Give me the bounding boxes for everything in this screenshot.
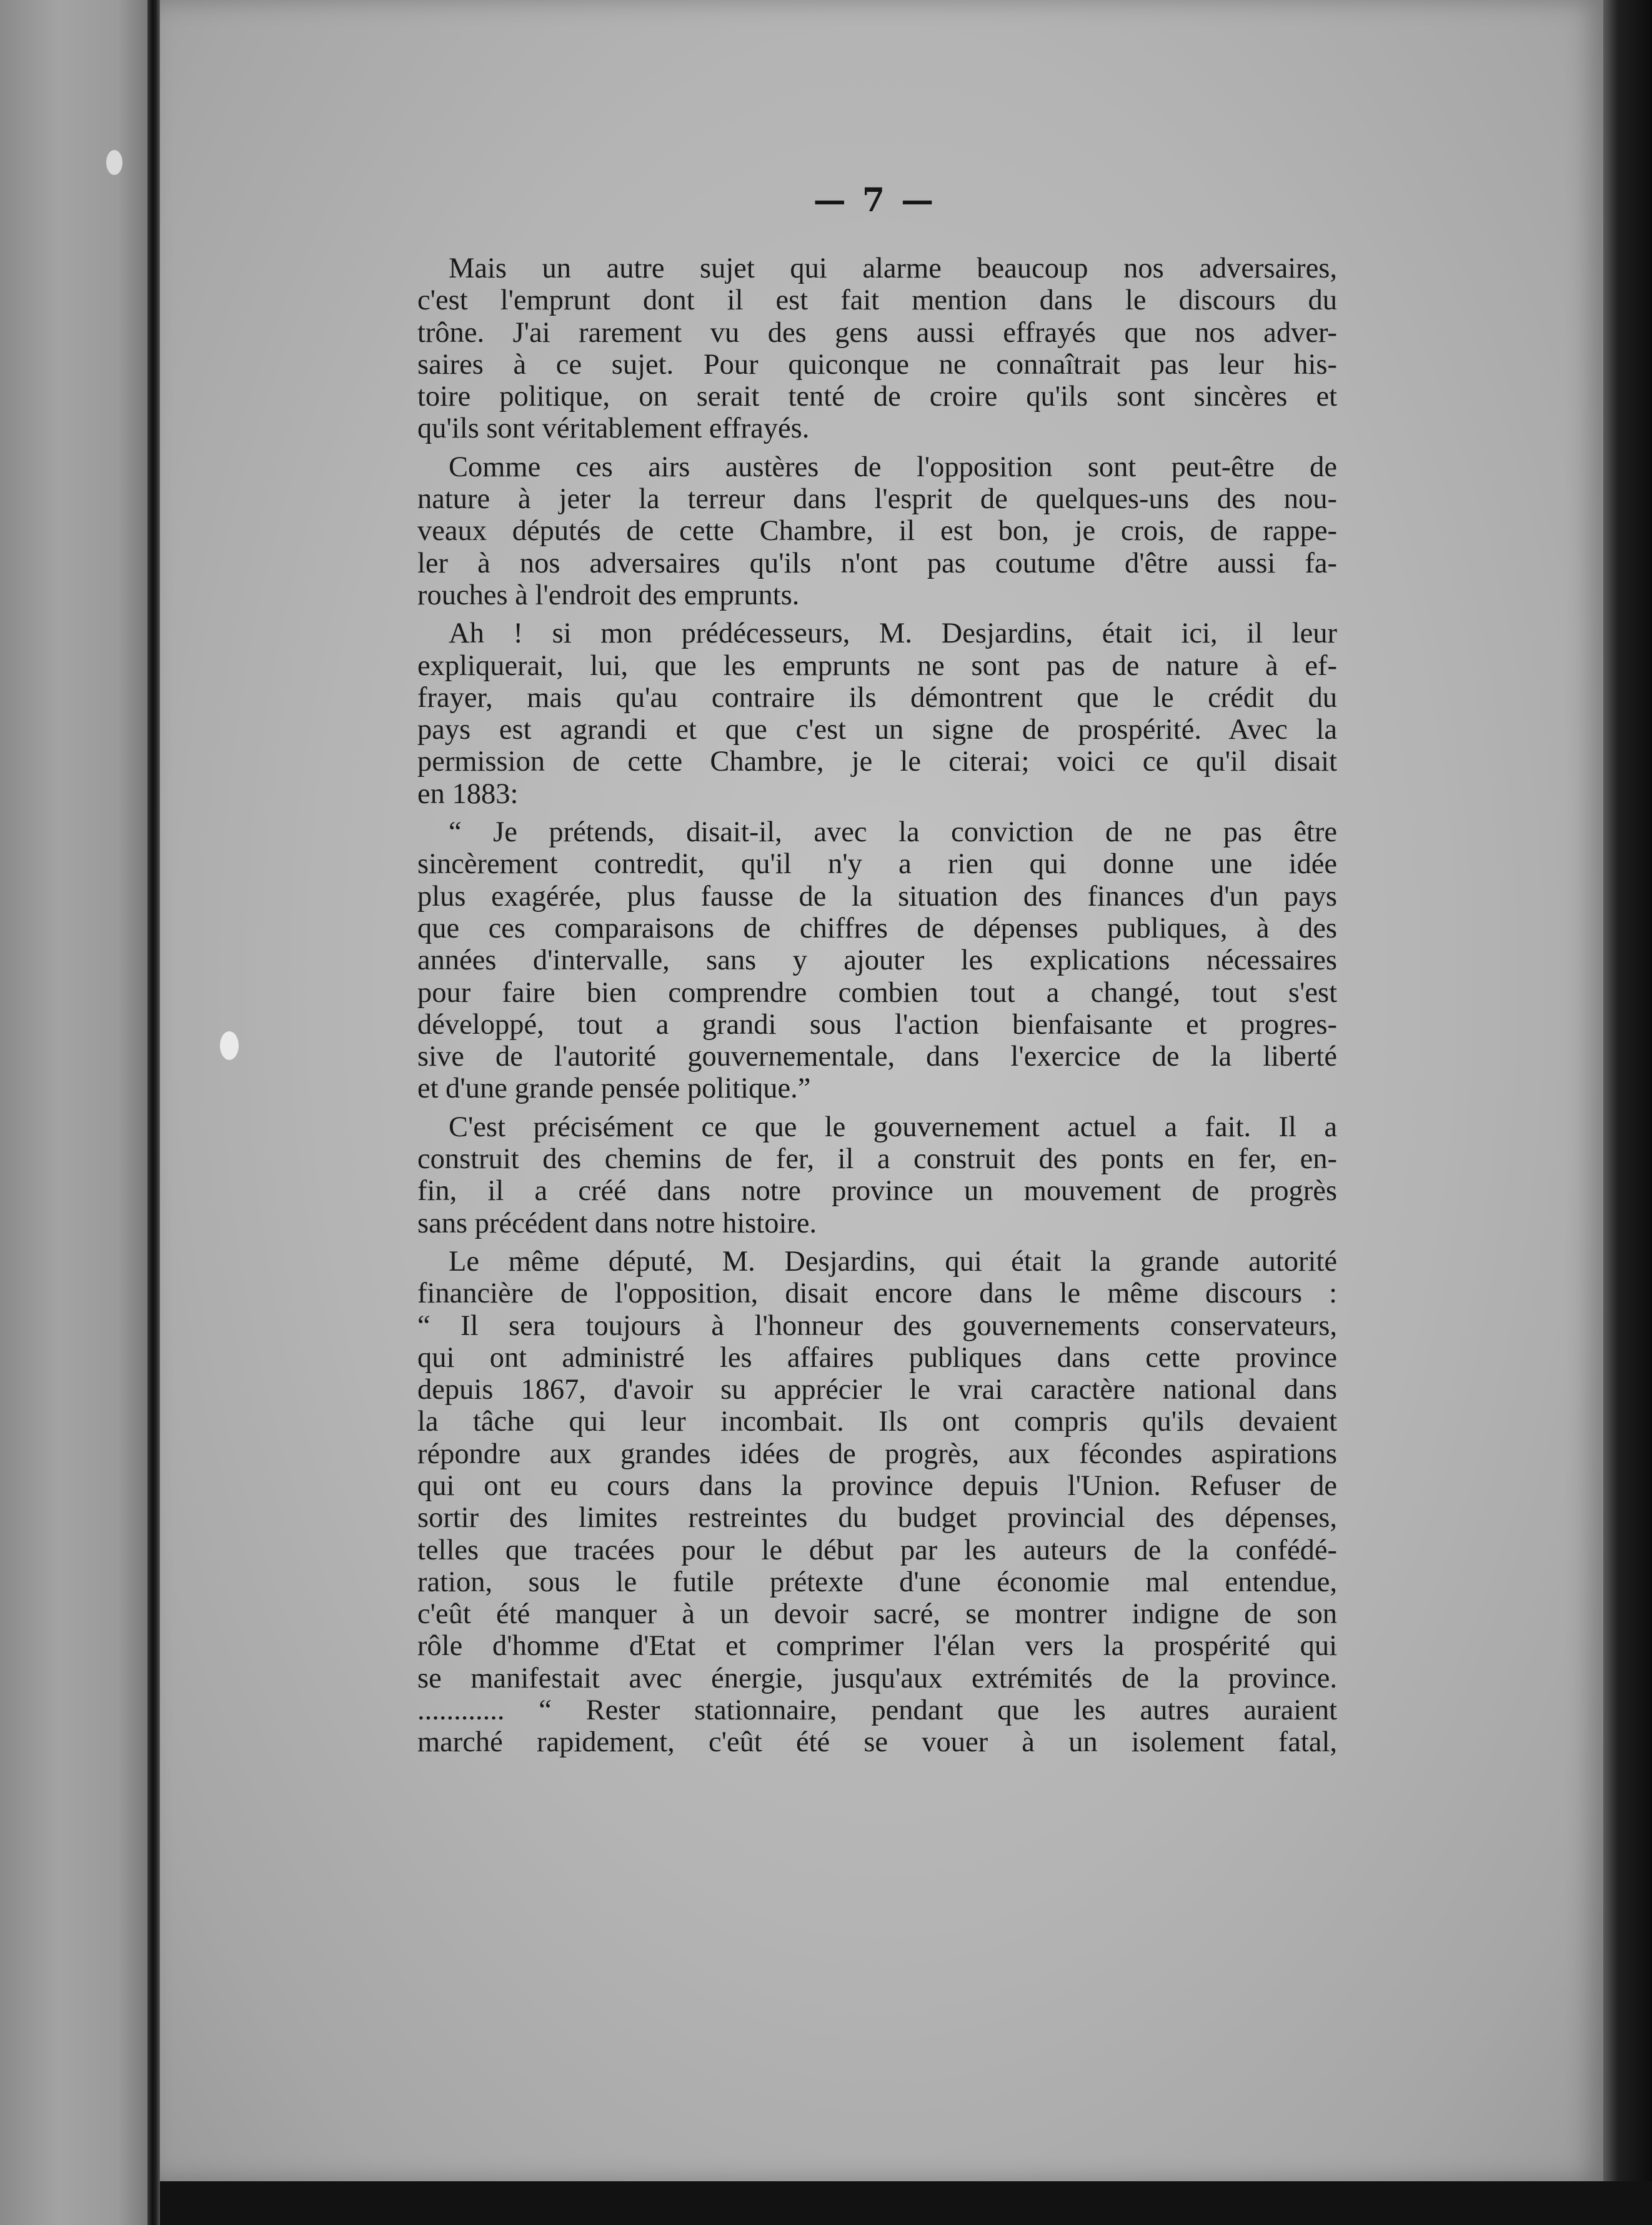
binding-gutter bbox=[147, 0, 160, 2225]
text-line: expliquerait, lui, que les emprunts ne sont pas de nature à ef- bbox=[417, 649, 1337, 682]
paragraph-5 bbox=[417, 1111, 1337, 1239]
text-line: fin, il a créé dans notre province un mouvement de progrès bbox=[417, 1175, 1337, 1208]
text-line: ration, sous le futile prétexte d'une économie mal entendue, bbox=[417, 1566, 1337, 1598]
text-line: “ Il sera toujours à l'honneur des gouvernements conservateurs, bbox=[417, 1309, 1337, 1342]
body-text bbox=[417, 252, 1337, 1759]
paragraph-3 bbox=[417, 618, 1337, 810]
text-line: sans précédent dans notre histoire. bbox=[417, 1207, 817, 1239]
paragraph-1 bbox=[417, 252, 1337, 445]
text-line: Le même député, M. Desjardins, qui était la grande autorité bbox=[449, 1245, 1337, 1278]
text-line: sincèrement contredit, qu'il n'y a rien qui donne une idée bbox=[417, 848, 1337, 881]
text-line: en 1883: bbox=[417, 778, 519, 810]
text-line: toire politique, on serait tenté de croire qu'ils sont sincères et bbox=[417, 381, 1337, 413]
text-line: sortir des limites restreintes du budget provincial des dépenses, bbox=[417, 1502, 1337, 1534]
text-line: frayer, mais qu'au contraire ils démontrent que le crédit du bbox=[417, 681, 1337, 714]
text-line: pays est agrandi et que c'est un signe de prospérité. Avec la bbox=[417, 714, 1337, 746]
text-line: veaux députés de cette Chambre, il est bon, je crois, de rappe- bbox=[417, 515, 1337, 548]
page-right-edge bbox=[1603, 0, 1652, 2225]
text-line: années d'intervalle, sans y ajouter les explications nécessaires bbox=[417, 944, 1337, 977]
text-line: la tâche qui leur incombait. Ils ont compris qu'ils devaient bbox=[417, 1406, 1337, 1438]
text-line: financière de l'opposition, disait encore dans le même discours : bbox=[417, 1278, 1337, 1310]
text-line: sive de l'autorité gouvernementale, dans l'exercice de la liberté bbox=[417, 1041, 1337, 1073]
text-line: trône. J'ai rarement vu des gens aussi effrayés que nos adver- bbox=[417, 316, 1337, 349]
paragraph-2 bbox=[417, 451, 1337, 611]
quotation-1 bbox=[417, 816, 1337, 1105]
text-line: qui ont administré les affaires publiques dans cette province bbox=[417, 1341, 1337, 1374]
text-line: rouches à l'endroit des emprunts. bbox=[417, 579, 800, 611]
text-line: “ Je prétends, disait-il, avec la conviction de ne pas être bbox=[449, 816, 1337, 849]
text-line: qui ont eu cours dans la province depuis l'Union. Refuser de bbox=[417, 1469, 1337, 1502]
scan-speck bbox=[220, 1031, 239, 1060]
text-line: c'eût été manquer à un devoir sacré, se montrer indigne de son bbox=[417, 1598, 1337, 1631]
text-line: ............ “ Rester stationnaire, pendant que les autres auraient bbox=[417, 1694, 1337, 1727]
text-line: telles que tracées pour le début par les auteurs de la confédé- bbox=[417, 1534, 1337, 1566]
page-number: — 7 — bbox=[813, 181, 937, 219]
text-line: qu'ils sont véritablement effrayés. bbox=[417, 412, 810, 445]
text-line: plus exagérée, plus fausse de la situation des finances d'un pays bbox=[417, 880, 1337, 912]
previous-page-margin bbox=[0, 0, 147, 2225]
text-line: depuis 1867, d'avoir su apprécier le vrai caractère national dans bbox=[417, 1374, 1337, 1406]
text-line: rôle d'homme d'Etat et comprimer l'élan vers la prospérité qui bbox=[417, 1630, 1337, 1662]
text-line: développé, tout a grandi sous l'action bienfaisante et progres- bbox=[417, 1008, 1337, 1041]
text-line: se manifestait avec énergie, jusqu'aux extrémités de la province. bbox=[417, 1662, 1337, 1694]
text-line: ler à nos adversaires qu'ils n'ont pas coutume d'être aussi fa- bbox=[417, 547, 1337, 579]
text-line: nature à jeter la terreur dans l'esprit de quelques-uns des nou- bbox=[417, 483, 1337, 516]
text-line: pour faire bien comprendre combien tout a changé, tout s'est bbox=[417, 976, 1337, 1009]
scan-bottom-border bbox=[160, 2181, 1652, 2225]
text-line: C'est précisément ce que le gouvernement actuel a fait. Il a bbox=[449, 1111, 1337, 1143]
text-line: permission de cette Chambre, je le citerai; voici ce qu'il disait bbox=[417, 746, 1337, 778]
paragraph-6 bbox=[417, 1246, 1337, 1759]
text-line: Comme ces airs austères de l'opposition sont peut-être de bbox=[449, 451, 1337, 483]
text-line: Ah ! si mon prédécesseurs, M. Desjardins, était ici, il leur bbox=[449, 618, 1337, 650]
scan-speck bbox=[106, 150, 122, 175]
text-line: que ces comparaisons de chiffres de dépenses publiques, à des bbox=[417, 912, 1337, 944]
text-line: répondre aux grandes idées de progrès, aux fécondes aspirations bbox=[417, 1438, 1337, 1470]
text-line: et d'une grande pensée politique.” bbox=[417, 1072, 811, 1105]
text-line: saires à ce sujet. Pour quiconque ne connaîtrait pas leur his- bbox=[417, 348, 1337, 381]
text-line: Mais un autre sujet qui alarme beaucoup nos adversaires, bbox=[449, 252, 1337, 284]
text-line: marché rapidement, c'eût été se vouer à un isolement fatal, bbox=[417, 1726, 1337, 1759]
text-line: c'est l'emprunt dont il est fait mention dans le discours du bbox=[417, 284, 1337, 317]
text-line: construit des chemins de fer, il a construit des ponts en fer, en- bbox=[417, 1143, 1337, 1176]
